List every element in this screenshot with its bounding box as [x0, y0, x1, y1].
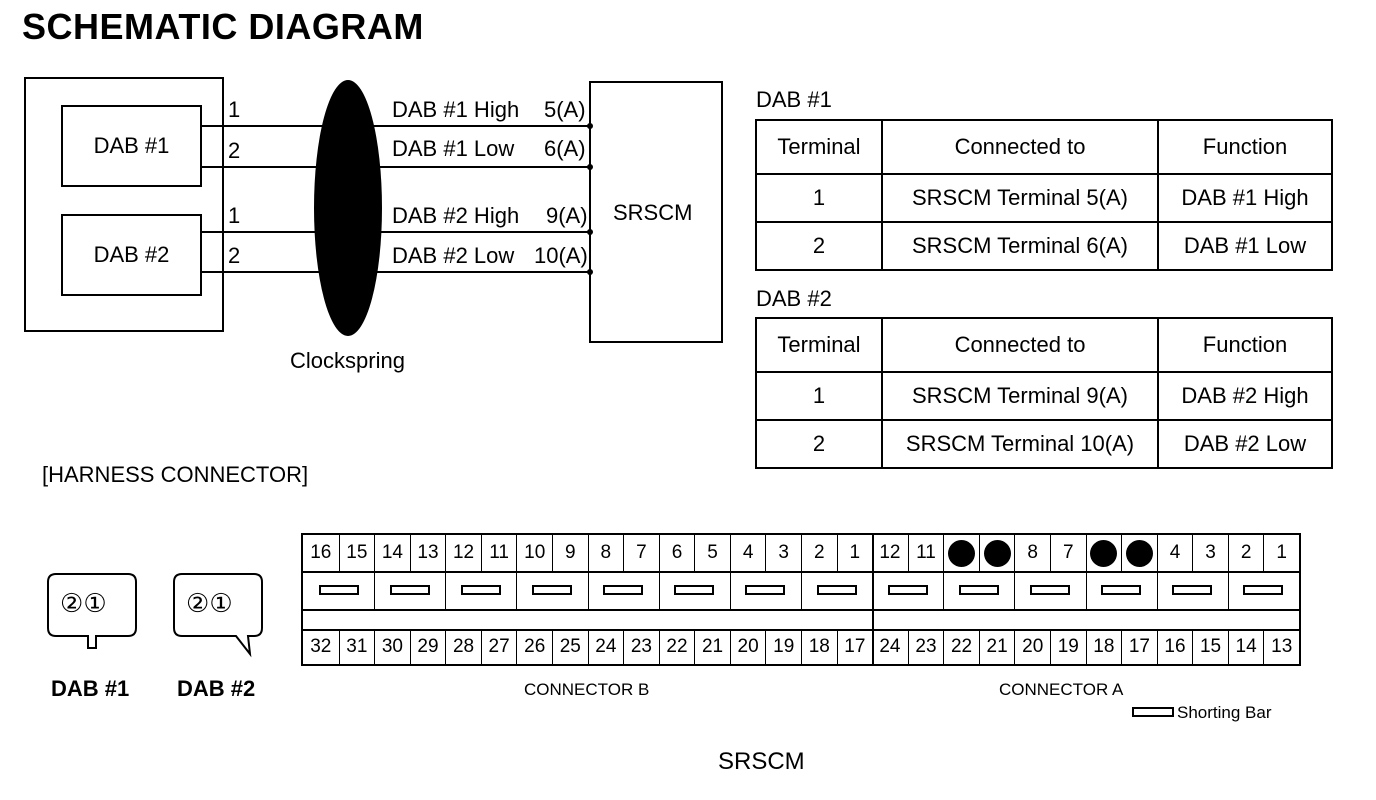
- table-header: Function: [1158, 120, 1332, 174]
- connector-pin-bottom: 31: [339, 629, 375, 664]
- connector-pin-bottom: 30: [374, 629, 410, 664]
- dab1-box: [61, 105, 202, 187]
- dab2-pin-1: 1: [228, 203, 241, 228]
- connector-pin-bottom: 21: [979, 629, 1015, 664]
- connector-pin-bottom: 29: [410, 629, 446, 664]
- connector-pin-bottom: 16: [1157, 629, 1193, 664]
- connector-pin-top: 7: [1050, 535, 1086, 571]
- dab1-caption: DAB #1: [51, 676, 130, 701]
- shorting-bar-icon: [532, 585, 572, 595]
- shorting-bar-icon: [1030, 585, 1070, 595]
- terminal-10a: 10(A): [534, 243, 588, 268]
- dab1-pin-2-symbol: ②: [60, 588, 84, 618]
- connector-pin-top: 11: [908, 535, 944, 571]
- clockspring-label: Clockspring: [290, 348, 405, 373]
- connector-b-label: CONNECTOR B: [524, 680, 650, 699]
- table-header: Terminal: [756, 120, 882, 174]
- table-cell: DAB #2 Low: [1158, 420, 1332, 468]
- dab2-pin-2-symbol: ②: [186, 588, 210, 618]
- shorting-bar-icon: [674, 585, 714, 595]
- connector-pin-top: 7: [623, 535, 659, 571]
- terminal-5a: 5(A): [544, 97, 586, 122]
- table-cell: DAB #2 High: [1158, 372, 1332, 420]
- table-cell: 2: [756, 420, 882, 468]
- connector-pin-bottom: 22: [943, 629, 979, 664]
- table-row: [756, 420, 1332, 468]
- srscm-caption: SRSCM: [718, 748, 805, 775]
- shorting-bar-icon: [319, 585, 359, 595]
- connector-pin-top: 12: [445, 535, 481, 571]
- connector-pin-top: [979, 535, 1015, 571]
- table-cell: SRSCM Terminal 9(A): [882, 372, 1158, 420]
- connector-pin-bottom: 28: [445, 629, 481, 664]
- srscm-connector: [301, 533, 1301, 666]
- table-cell: 1: [756, 372, 882, 420]
- table-dab1: [755, 119, 1333, 271]
- srscm-label: SRSCM: [613, 200, 693, 225]
- blocked-pin-icon: [1126, 540, 1153, 567]
- dab2-box: [61, 214, 202, 296]
- shorting-bar-icon: [888, 585, 928, 595]
- connector-pin-top: 3: [1192, 535, 1228, 571]
- connector-pin-bottom: 20: [730, 629, 766, 664]
- table-header: Connected to: [882, 120, 1158, 174]
- table-cell: SRSCM Terminal 5(A): [882, 174, 1158, 222]
- connector-pin-top: 2: [801, 535, 837, 571]
- connector-pin-bottom: 27: [481, 629, 517, 664]
- connector-pin-bottom: 19: [765, 629, 801, 664]
- shorting-bar-icon: [1243, 585, 1283, 595]
- connector-pin-bottom: 22: [659, 629, 695, 664]
- connector-pin-top: 13: [410, 535, 446, 571]
- wire-label-dab1-low: DAB #1 Low: [392, 136, 515, 161]
- table-header: Connected to: [882, 318, 1158, 372]
- shorting-bar-icon: [817, 585, 857, 595]
- shorting-bar-icon: [390, 585, 430, 595]
- connector-pin-top: 8: [1014, 535, 1050, 571]
- shorting-bar-legend-label: Shorting Bar: [1177, 703, 1272, 722]
- connector-pin-top: 3: [765, 535, 801, 571]
- table-header: Function: [1158, 318, 1332, 372]
- table-cell: SRSCM Terminal 10(A): [882, 420, 1158, 468]
- terminal-6a: 6(A): [544, 136, 586, 161]
- harness-title: [HARNESS CONNECTOR]: [42, 462, 309, 487]
- connector-divider: [303, 609, 1299, 611]
- connector-pin-top: 11: [481, 535, 517, 571]
- dab1-pin-2: 2: [228, 138, 241, 163]
- shorting-bar-icon: [603, 585, 643, 595]
- connector-pin-bottom: 25: [552, 629, 588, 664]
- connector-pin-top: 1: [837, 535, 873, 571]
- wire-label-dab2-high: DAB #2 High: [392, 203, 520, 228]
- dab2-label: DAB #2: [93, 242, 170, 267]
- table-row: [756, 174, 1332, 222]
- connector-pin-top: 16: [310, 542, 332, 563]
- wire-label-dab1-high: DAB #1 High: [392, 97, 520, 122]
- connector-pin-bottom: 26: [516, 629, 552, 664]
- connector-pin-bottom: 21: [694, 629, 730, 664]
- connector-pin-top: 8: [588, 535, 624, 571]
- connector-pin-bottom: 24: [588, 629, 624, 664]
- connector-pin-bottom: 23: [908, 629, 944, 664]
- connector-pin-bottom: 32: [310, 635, 332, 657]
- connector-a-label: CONNECTOR A: [999, 680, 1124, 699]
- connector-pin-bottom: 17: [1121, 629, 1157, 664]
- page-title: SCHEMATIC DIAGRAM: [22, 6, 424, 47]
- connector-pin-top: 1: [1263, 535, 1299, 571]
- table-cell: SRSCM Terminal 6(A): [882, 222, 1158, 270]
- connector-pin-bottom: 15: [1192, 629, 1228, 664]
- connector-pin-bottom: 24: [879, 635, 901, 657]
- table-cell: 2: [756, 222, 882, 270]
- connector-pin-top: 2: [1228, 535, 1264, 571]
- connector-pin-bottom: 17: [837, 629, 873, 664]
- table-cell: 1: [756, 174, 882, 222]
- table-cell: DAB #1 Low: [1158, 222, 1332, 270]
- table-dab2: [755, 317, 1333, 469]
- connector-pin-bottom: 18: [801, 629, 837, 664]
- table-dab2-title: DAB #2: [756, 286, 832, 311]
- connector-pin-top: 12: [879, 542, 901, 563]
- connector-pin-bottom: 20: [1014, 629, 1050, 664]
- shorting-bar-icon: [1172, 585, 1212, 595]
- connector-pin-top: 10: [516, 535, 552, 571]
- connector-pin-top: 5: [694, 535, 730, 571]
- wire-label-dab2-low: DAB #2 Low: [392, 243, 515, 268]
- shorting-bar-legend-icon: [1132, 707, 1174, 717]
- connector-pin-top: 9: [552, 535, 588, 571]
- blocked-pin-icon: [984, 540, 1011, 567]
- blocked-pin-icon: [948, 540, 975, 567]
- connector-pin-bottom: 19: [1050, 629, 1086, 664]
- connector-pin-top: [1121, 535, 1157, 571]
- connector-pin-top: 15: [339, 535, 375, 571]
- table-dab1-title: DAB #1: [756, 87, 832, 112]
- dab2-caption: DAB #2: [177, 676, 256, 701]
- connector-pin-top: [1086, 535, 1122, 571]
- terminal-9a: 9(A): [546, 203, 588, 228]
- shorting-bar-icon: [461, 585, 501, 595]
- clockspring-shape: [314, 80, 382, 336]
- connector-pin-top: [943, 535, 979, 571]
- table-cell: DAB #1 High: [1158, 174, 1332, 222]
- connector-pin-top: 4: [1157, 535, 1193, 571]
- connector-pin-bottom: 13: [1263, 629, 1299, 664]
- blocked-pin-icon: [1090, 540, 1117, 567]
- table-row: [756, 222, 1332, 270]
- dab1-label: DAB #1: [93, 133, 170, 158]
- shorting-bar-icon: [1101, 585, 1141, 595]
- connector-pin-top: 4: [730, 535, 766, 571]
- shorting-bar-icon: [959, 585, 999, 595]
- dab2-pin-1-symbol: ①: [209, 588, 233, 618]
- table-row: [756, 372, 1332, 420]
- dab1-pin-1: 1: [228, 97, 241, 122]
- connector-pin-top: 6: [659, 535, 695, 571]
- connector-pin-bottom: 14: [1228, 629, 1264, 664]
- dab2-pin-2: 2: [228, 243, 241, 268]
- shorting-bar-icon: [745, 585, 785, 595]
- table-header: Terminal: [756, 318, 882, 372]
- connector-pin-top: 14: [374, 535, 410, 571]
- connector-pin-bottom: 23: [623, 629, 659, 664]
- dab1-pin-1-symbol: ①: [83, 588, 107, 618]
- connector-pin-bottom: 18: [1086, 629, 1122, 664]
